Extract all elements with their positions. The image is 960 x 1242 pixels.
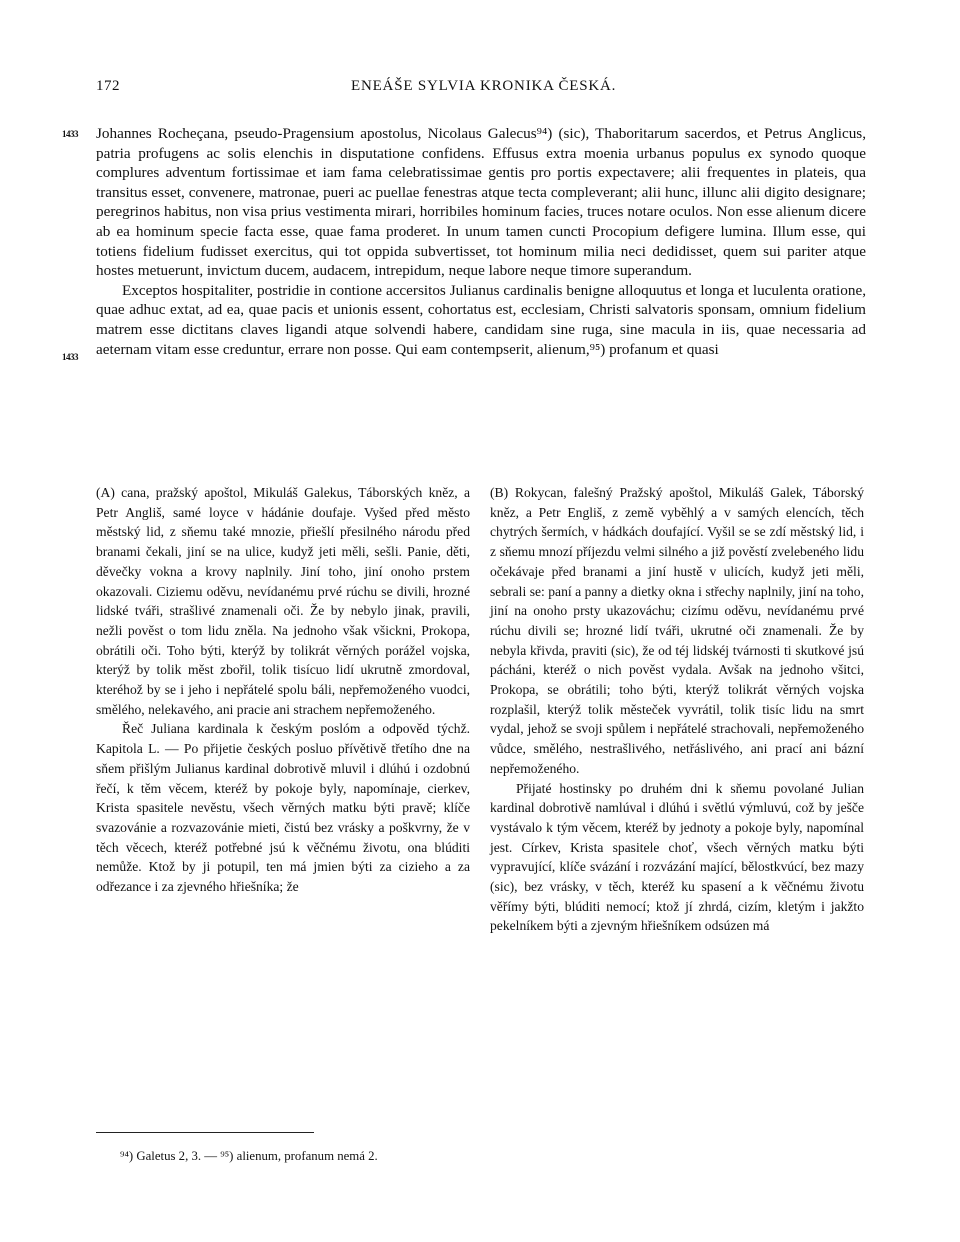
latin-paragraph-1: Johannes Rocheçana, pseudo-Pragensium apostolus, Nicolaus Galecus⁹⁴) (sic), Thaboritarum sacerdos, et Petrus Anglicus, patria profugens ac solis elenchis in disputatione confidens. Effusus extra moenia urbanus populus ex synodo quoque complures adventum fortissimae et iam fama celebratissimae gentis pro portis expectavere; alii frequentes in plateis, qua transitus esset, convenere, matronae, pueri ac puellae fenestras atque tecta compleverant; alii hunc, illunc alii digito designare; peregrinos habitus, non visa prius vestimenta mirari, horribiles hominum facies, truces notare oculos. Non esse alienum dicere ab ea hominum specie facta esse, quae fama proderet. In unum tamen cuncti Procopium defigere lumina. Illum esse, qui totiens fidelium fudisset exercitus, qui tot oppida subvertisset, tot hominum milia neci dedidisset, quem sui pariter atque hostes metuerunt, invictum ducem, audacem, intrepidum, neque labore neque timore superandum. <box>96 125 866 280</box>
footnote-divider <box>96 1132 314 1133</box>
column-b-paragraph-1: (B) Rokycan, falešný Pražský apoštol, Mikuláš Galek, Táborský kněz, a Petr Engliš, z země vyběhlý a v samých elencích, těch chytrých šermích, v hádkách doufající. Vyšil se se zdí městský lid, i z sňemu mnozí příjezdu velmi silného a již pověstí zvelebeného lidu očekávaje před branami a jiní hustě v ulicích, kudyž jeti měli, sebrali se: paní a panny a dietky okna i střechy naplnily, jiní na toho, jiní na onoho prsty ukazováchu; cizímu oděvu, nevídanému prvé rúchu divili se; hrozné lidí tváři, ukrutné oči znamenali. Že by nebyla křivda, praviti (sic), že od téj lidskéj tvárnosti ti skutkové jsú pácháni, kteréž o nich pověst vydala. Avšak na jednoho všitci, Prokopa, se obrátili; toho býti, kterýž tolikrát věrných vojska rozplašil, kterýž tolik městeček vyvrátil, tolik tisíc lidu na smrt vydal, jehož se svoji spůlem i nepřátelé strachovali, nepřemoženého vůdce, smělého, nestrašlivého, netřáslivého, ani prací ani bázní nepřemoženého. <box>490 485 864 776</box>
latin-paragraph-2: Exceptos hospitaliter, postridie in contione accersitos Julianus cardinalis benigne alloquutus et longa et luculenta oratione, quae adhuc extat, ad ea, quae pacis et unionis essent, cohortatus est, ecclesiam, Christi salvatoris sponsam, omnium fidelium matrem esse dictitans claves ligandi atque solvendi habere, candidam sine ruga, sine macula in iis, quae necessaria ad aeternam vitam esse creduntur, errare non posse. Qui eam contempserit, alienum,⁹⁵) profanum et quasi <box>96 281 866 358</box>
latin-text-block <box>96 124 866 359</box>
running-title: ENEÁŠE SYLVIA KRONIKA ČESKÁ. <box>351 78 617 94</box>
running-header <box>96 78 866 102</box>
column-b-paragraph-2: Přijaté hostinsky po druhém dni k sňemu povolané Julian kardinal dobrotivě namlúval i dlúhú i světlú výmluvú, což by ješče vystávalo k tým věcem, kteréž by jednoty a pokoje byly, napomínal jest. Církev, Krista spasitele choť, všech věrných matku býti vypravující, klíče svázání i rozvázání mající, bělostkvúcí, bez mazy (sic), bez vrásky, v těch, kteréž ku spasení a k věčnému životu věřímy býti, blúditi nemocí; ktož jí zhrdá, cizím, kletým i jakžto pekelníkem býti a zjevným hřiešníkem odsúzen má <box>490 780 864 934</box>
margin-year-1: 1433 <box>62 129 78 139</box>
column-a-paragraph-1: (A) cana, pražský apoštol, Mikuláš Galekus, Táborských kněz, a Petr Angliš, samé loyce v hádánie doufaje. Vyšed před město městský lid, z sňemu také mnozie, přiešlí přesilného národu před branami čekali, jiní se na ulice, kudyž jeti měli, sešli. Panie, děti, děvečky vokna a krovy naplnily. Jiní toho, jiní onoho prstem okazovali. Ciziemu oděvu, nevídanému prvé rúchu se divili, hrozné lidské tváři, strašlivé znamenali oči. Že by nebylo jinak, pravili, nežli pověst o tom lidu zněla. Na jednoho však všickni, Prokopa, obrátili oči. Toho býti, kterýž by tolikrát věrných porážel vojska, kterýž by tolik měst zbořil, tolik tisícuo lidí ukrutně zmordoval, kteréhož by se i jeho i nepřátelé spolu báli, nepřemoženého vuodci, smělého, nelekavého, ani pracie ani strachem nepřemoženého. <box>96 485 470 717</box>
margin-year-2: 1433 <box>62 352 78 362</box>
footnote: ⁹⁴) Galetus 2, 3. — ⁹⁵) alienum, profanum nemá 2. <box>120 1149 378 1163</box>
column-a-paragraph-2: Řeč Juliana kardinala k českým poslóm a odpověd týchž. Kapitola L. — Po přijetie českých posluo přívětivě třetího dne na sňem přišlým Julianus kardinal dobrotivě mluvil i dlúhú i ozdobnú řečí, k těm věcem, kteréž by pokoje byly, napomínaje, cierkev, Krista spasitele nevěstu, všech věrných matku býti pravě; klíče svazovánie a rozvazovánie mieti, čistú bez vrásky a poškvrny, že v těch věcech, kteréž potřebné jsú k věčnému životu, ona blúditi nemůže. Ktož by ji potupil, ten má jmien býti za cizieho a za odřezance i za zjevného hřiešníka; že <box>96 721 470 895</box>
czech-column-a <box>96 483 470 897</box>
czech-column-b <box>490 483 864 936</box>
page-number: 172 <box>96 78 120 94</box>
